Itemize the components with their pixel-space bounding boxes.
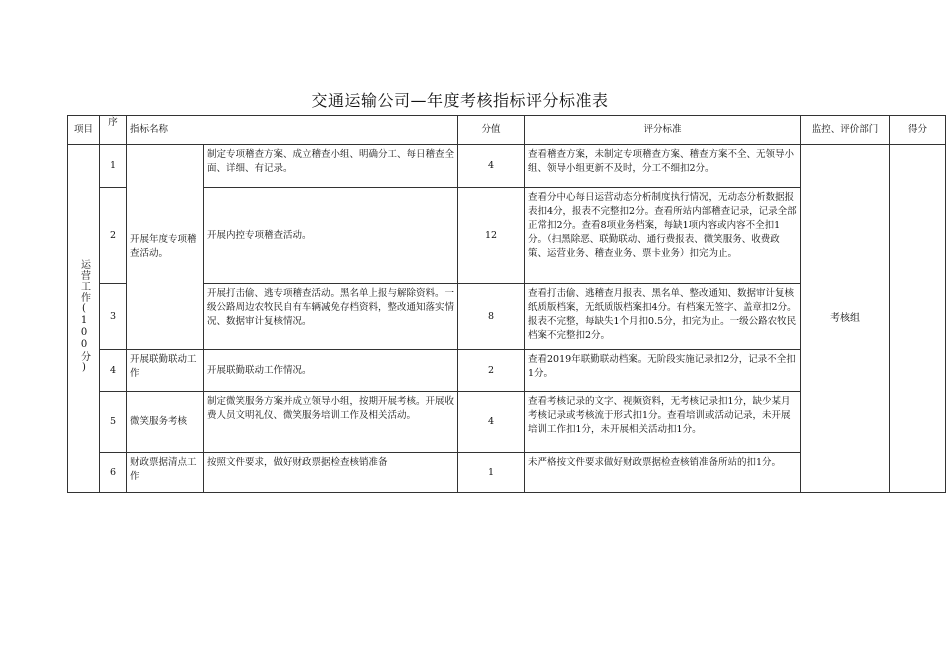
row-content: 制定微笑服务方案并成立领导小组，按期开展考核。开展收费人员文明礼仪、微笑服务培训工作及相关活动。 [204,392,458,453]
category-cell [68,145,100,493]
row-content: 开展内控专项稽查活动。 [204,188,458,284]
row-score: 8 [458,284,525,350]
category-label: 运营工作(100分) [78,258,90,374]
page-title: 交通运输公司—年度考核指标评分标准表 [311,91,609,110]
row-seq: 2 [100,188,127,284]
row-name: 微笑服务考核 [127,392,204,453]
row-seq: 6 [100,453,127,493]
header-criteria: 评分标准 [525,116,801,145]
row-criteria: 查看稽查方案，未制定专项稽查方案、稽查方案不全、无领导小组、领导小组更新不及时，分工不细扣2分。 [525,145,801,188]
row-content: 开展打击偷、逃专项稽查活动。黑名单上报与解除资料。一级公路周边农牧民自有车辆减免存档资料，整改通知落实情况、数据审计复核情况。 [204,284,458,350]
row-criteria: 查看考核记录的文字、视频资料，无考核记录扣1分，缺少某月考核记录或考核流于形式扣1分。查看培训或活动记录，未开展培训工作扣1分，未开展相关活动扣1分。 [525,392,801,453]
score-table [67,115,946,493]
row-score: 2 [458,350,525,392]
row-name: 财政票据清点工作 [127,453,204,493]
header-seq: 序 [100,116,127,145]
row-score: 4 [458,392,525,453]
row-content: 制定专项稽查方案、成立稽查小组、明确分工、每日稽查全面、详细、有记录。 [204,145,458,188]
department-cell: 考核组 [801,145,890,493]
header-name: 指标名称 [127,116,458,145]
row-seq: 3 [100,284,127,350]
header-score: 分值 [458,116,525,145]
row-score: 1 [458,453,525,493]
header-result: 得分 [890,116,946,145]
row-criteria: 未严格按文件要求做好财政票据检查核销准备所站的扣1分。 [525,453,801,493]
row-score: 4 [458,145,525,188]
table-row [68,145,946,188]
row-seq: 5 [100,392,127,453]
header-dept: 监控、评价部门 [801,116,890,145]
header-row [68,116,946,145]
row-content: 按照文件要求，做好财政票据检查核销准备 [204,453,458,493]
group-name: 开展年度专项稽查活动。 [127,145,204,350]
row-name: 开展联勤联动工作 [127,350,204,392]
row-seq: 1 [100,145,127,188]
header-item: 项目 [68,116,100,145]
row-score: 12 [458,188,525,284]
row-criteria: 查看2019年联勤联动档案。无阶段实施记录扣2分，记录不全扣1分。 [525,350,801,392]
result-cell [890,145,946,493]
row-criteria: 查看分中心每日运营动态分析制度执行情况，无动态分析数据报表扣4分，报表不完整扣2分。查看所站内部稽查记录，记录全部正常扣2分。查看8项业务档案，每缺1项内容或内容不全扣1分。（扫黑除恶、联勤联动、通行费报表、微笑服务、收费政策、运营业务、稽查业务、票卡业务）扣完为止。 [525,188,801,284]
row-content: 开展联勤联动工作情况。 [204,350,458,392]
row-seq: 4 [100,350,127,392]
row-criteria: 查看打击偷、逃稽查月报表、黑名单、整改通知、数据审计复核纸质版档案，无纸质版档案扣4分。有档案无签字、盖章扣2分。报表不完整，每缺失1个月扣0.5分，扣完为止。一级公路农牧民档案不完整扣2分。 [525,284,801,350]
